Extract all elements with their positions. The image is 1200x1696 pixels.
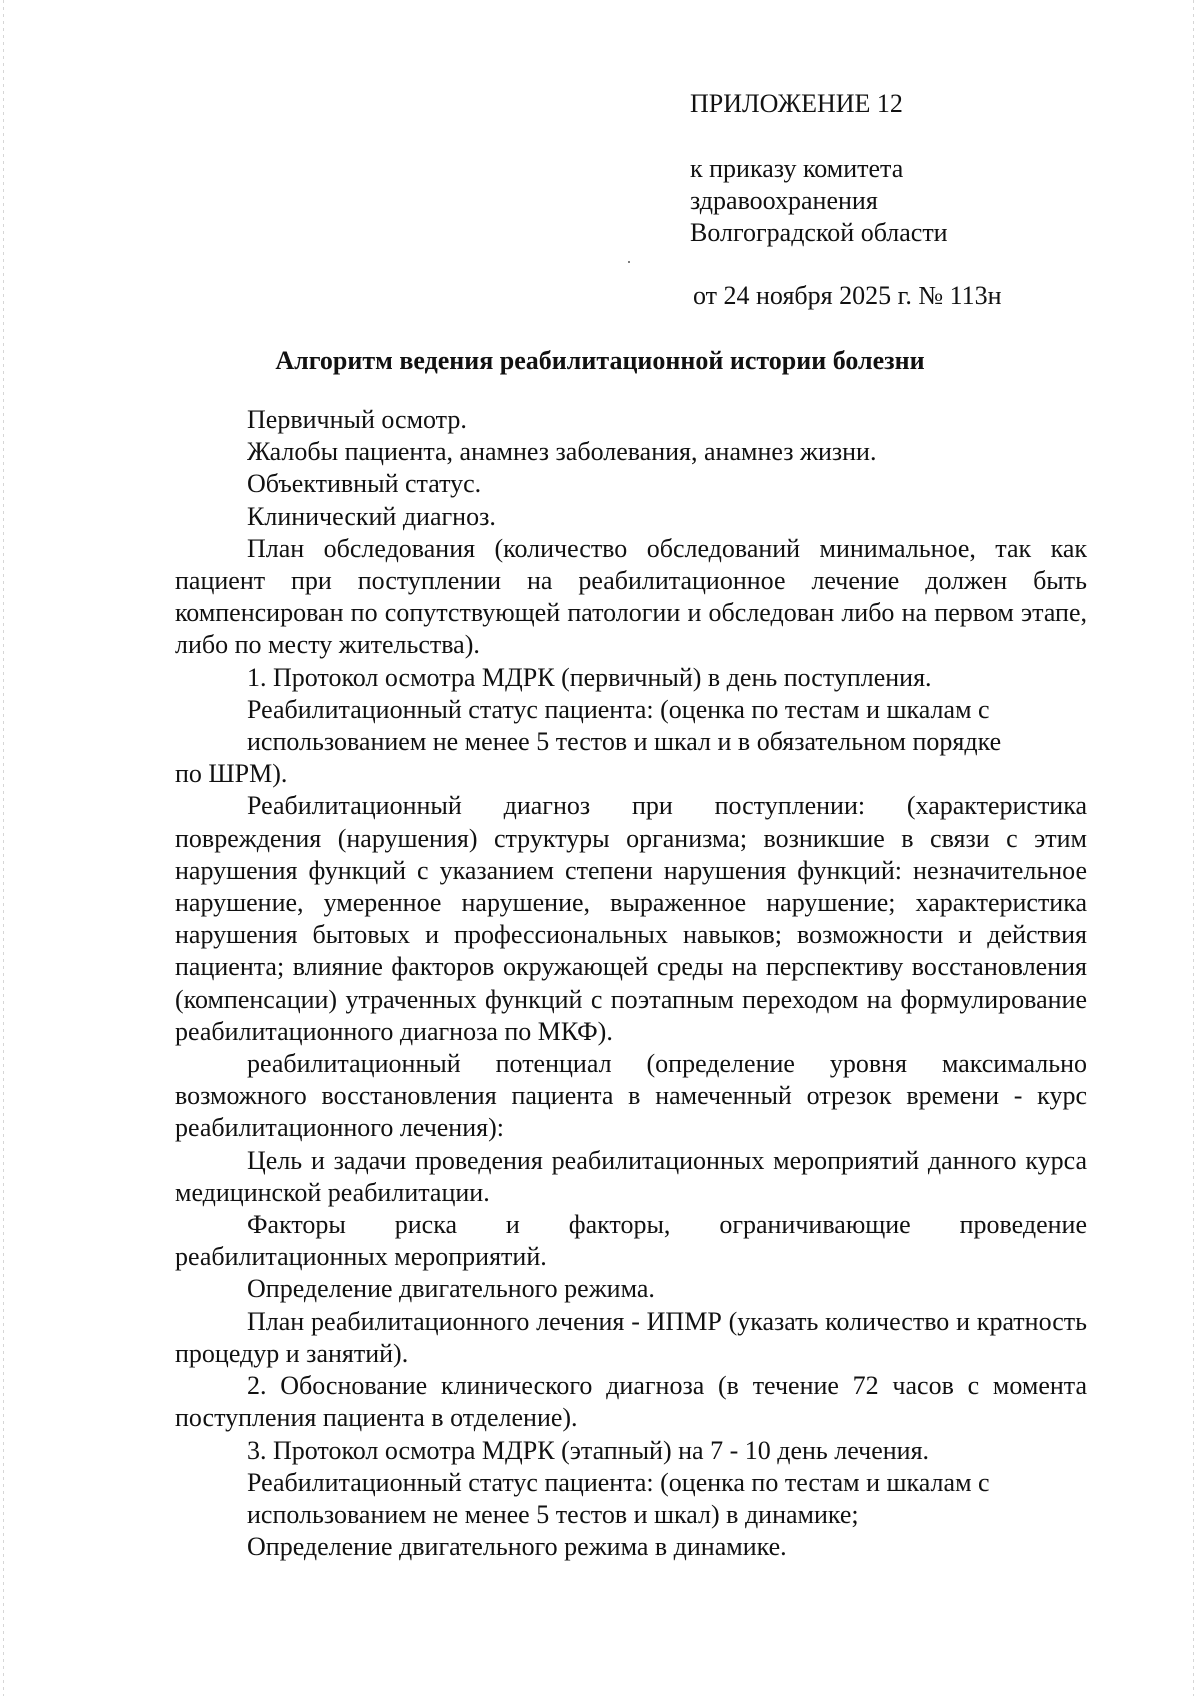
paragraph: Жалобы пациента, анамнез заболевания, анамнез жизни. [247,437,877,467]
paragraph: Реабилитационный статус пациента: (оценка по тестам и шкалам с [247,1467,990,1497]
paragraph: Реабилитационный диагноз при поступлении: (характеристика повреждения (нарушения) структуры организма; возникшие в связи с этим нарушения функций с указанием степени нарушения функций: незначительное нарушение, умеренное нарушение, выраженное нарушение; характеристика нарушения бытовых и профессиональных навыков; возможности и действия пациента; влияние факторов окружающей среды на перспективу восстановления (компенсации) утраченных функций с поэтапным переходом на формулирование реабилитационного диагноза по МКФ). [175,791,1087,1046]
paragraph: 3. Протокол осмотра МДРК (этапный) на 7 - 10 день лечения. [247,1435,930,1465]
order-date-number: от 24 ноября 2025 г. № 113н [693,281,1002,310]
paragraph: 2. Обоснование клинического диагноза (в течение 72 часов с момента поступления пациента в отделение). [175,1371,1087,1433]
paragraph: Определение двигательного режима в динамике. [247,1532,787,1562]
paragraph: использованием не менее 5 тестов и шкал и в обязательном порядке [247,727,1002,757]
paragraph: использованием не менее 5 тестов и шкал) в динамике; [247,1499,859,1529]
paragraph: Реабилитационный статус пациента: (оценка по тестам и шкалам с [247,694,990,724]
document-body [175,404,1087,1563]
paragraph: Клинический диагноз. [247,501,496,531]
paragraph: реабилитационный потенциал (определение уровня максимально возможного восстановления пациента в намеченный отрезок времени - курс реабилитационного лечения): [175,1049,1087,1143]
paragraph: 1. Протокол осмотра МДРК (первичный) в день поступления. [247,662,932,692]
paragraph: Объективный статус. [247,469,482,499]
paragraph: по ШРМ). [175,759,288,789]
order-reference-line-3: Волгоградской области [690,218,948,247]
paragraph: Цель и задачи проведения реабилитационных мероприятий данного курса медицинской реабилитации. [175,1145,1087,1207]
order-reference-line-2: здравоохранения [690,186,878,215]
scan-edge-left [3,0,4,1696]
order-reference-line-1: к приказу комитета [690,154,904,183]
document-title: Алгоритм ведения реабилитационной истории болезни [275,346,925,375]
paragraph: Определение двигательного режима. [247,1274,655,1304]
paragraph: Факторы риска и факторы, ограничивающие проведение реабилитационных мероприятий. [175,1210,1087,1272]
paragraph: План обследования (количество обследований минимальное, так как пациент при поступлении на реабилитационное лечение должен быть компенсирован по сопутствующей патологии и обследован либо на первом этапе, либо по месту жительства). [175,533,1087,660]
scan-speck [628,261,630,263]
paragraph: Первичный осмотр. [247,405,467,434]
paragraph: План реабилитационного лечения - ИПМР (указать количество и кратность процедур и занятий). [175,1306,1087,1368]
appendix-number: ПРИЛОЖЕНИЕ 12 [690,89,903,118]
scan-edge-right [1193,0,1194,1696]
